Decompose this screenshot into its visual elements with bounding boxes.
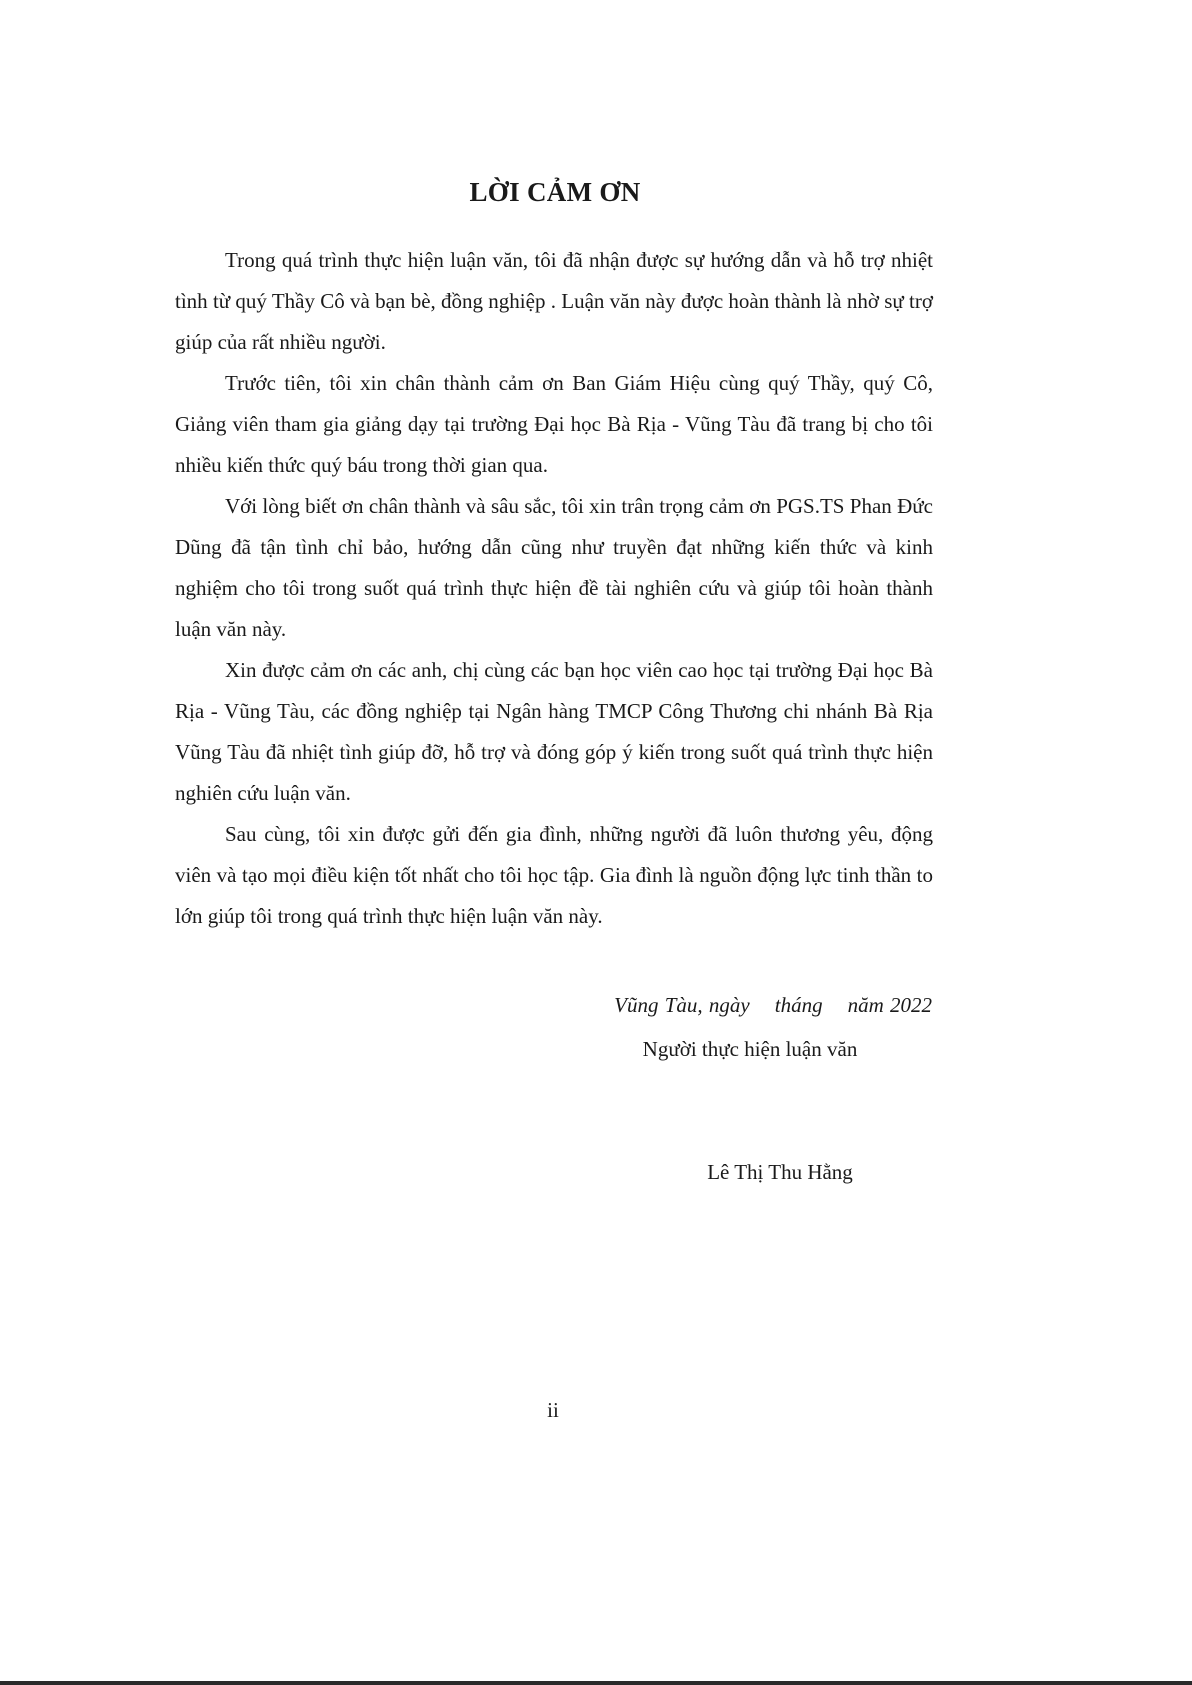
signature-name: Lê Thị Thu Hằng [707, 1160, 853, 1184]
paragraph-2: Trước tiên, tôi xin chân thành cảm ơn Ban Giám Hiệu cùng quý Thầy, quý Cô, Giảng viên tham gia giảng dạy tại trường Đại học Bà Rịa - Vũng Tàu đã trang bị cho tôi nhiều kiến thức quý báu trong thời gian qua. [175, 371, 933, 477]
page-number: ii [547, 1398, 559, 1422]
paragraph-4: Xin được cảm ơn các anh, chị cùng các bạn học viên cao học tại trường Đại học Bà Rịa - Vũng Tàu, các đồng nghiệp tại Ngân hàng TMCP Công Thương chi nhánh Bà Rịa Vũng Tàu đã nhiệt tình giúp đỡ, hỗ trợ và đóng góp ý kiến trong suốt quá trình thực hiện nghiên cứu luận văn. [175, 658, 933, 805]
page-bottom-edge [0, 1681, 1192, 1685]
paragraph-5: Sau cùng, tôi xin được gửi đến gia đình, những người đã luôn thương yêu, động viên và tạo mọi điều kiện tốt nhất cho tôi học tập. Gia đình là nguồn động lực tinh thần to lớn giúp tôi trong quá trình thực hiện luận văn này. [175, 822, 933, 928]
page-title: LỜI CẢM ƠN [469, 177, 641, 207]
paragraph-1: Trong quá trình thực hiện luận văn, tôi đã nhận được sự hướng dẫn và hỗ trợ nhiệt tình từ quý Thầy Cô và bạn bè, đồng nghiệp . Luận văn này được hoàn thành là nhờ sự trợ giúp của rất nhiều người. [175, 248, 933, 354]
signature-date: Vũng Tàu, ngày tháng năm 2022 [614, 993, 932, 1017]
acknowledgement-body [175, 240, 933, 937]
signature-role: Người thực hiện luận văn [642, 1037, 858, 1061]
paragraph-3: Với lòng biết ơn chân thành và sâu sắc, tôi xin trân trọng cảm ơn PGS.TS Phan Đức Dũng đã tận tình chỉ bảo, hướng dẫn cũng như truyền đạt những kiến thức và kinh nghiệm cho tôi trong suốt quá trình thực hiện đề tài nghiên cứu và giúp tôi hoàn thành luận văn này. [175, 494, 933, 641]
